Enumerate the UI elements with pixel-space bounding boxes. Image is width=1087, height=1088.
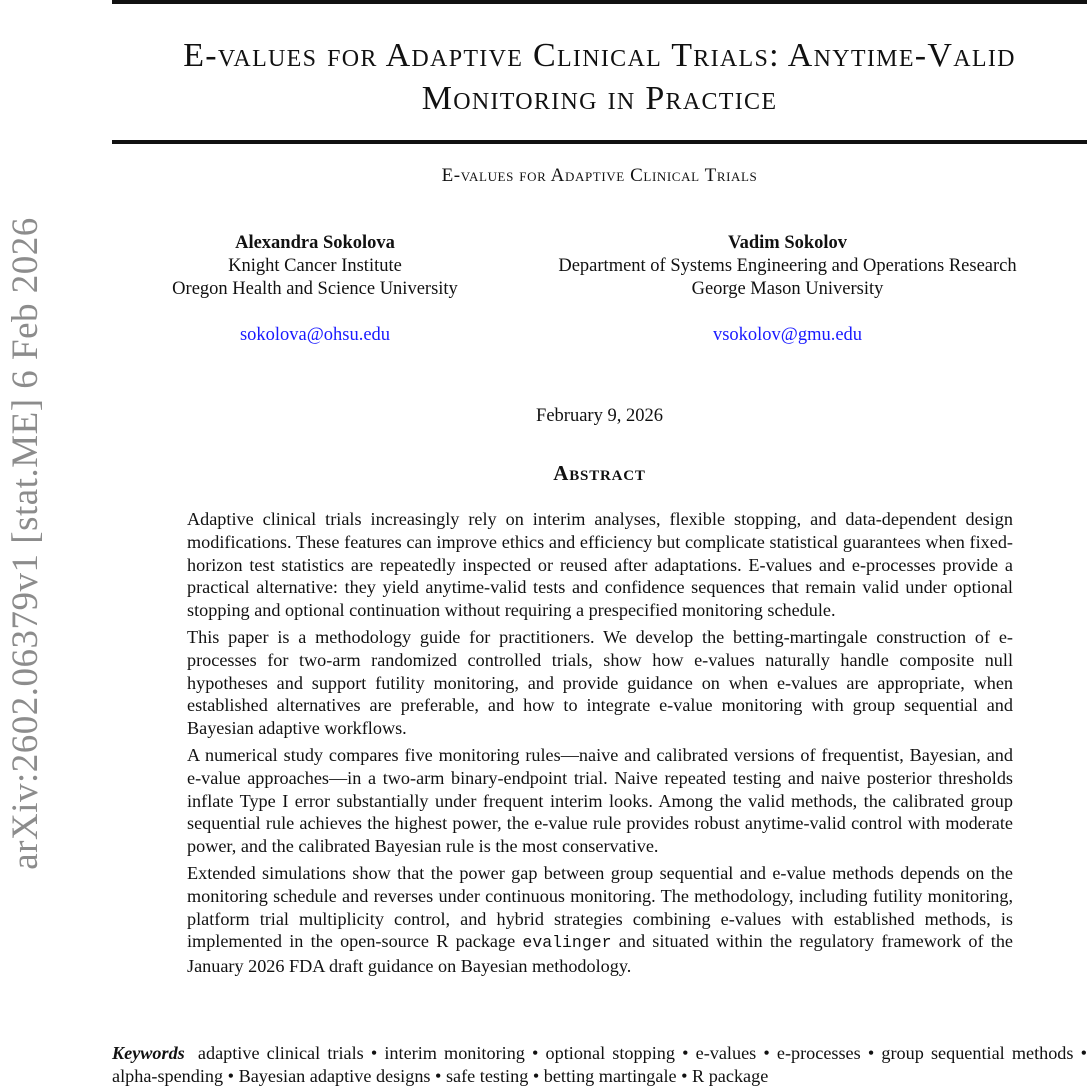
paper-title [112,34,1087,120]
arxiv-sidebar [0,0,50,1087]
abstract-body [187,508,1013,982]
author-affiliation: Knight Cancer Institute [228,256,402,276]
author-email-link[interactable]: sokolova@ohsu.edu [239,325,391,345]
title-line-1: E-values for Adaptive Clinical Trials: Anytime-Valid [183,37,1016,74]
abstract-paragraph: A numerical study compares five monitoring rules—naive and calibrated versions of frequentist, Bayesian, and e-value approaches—in a two-arm binary-endpoint trial. Naive repeated testing and naive posterior thresholds inflate Type I error substantially under frequent interim looks. Among the valid methods, the calibrated group sequential rule achieves the highest power, the e-value rule provides robust anytime-valid control with moderate power, and the calibrated Bayesian rule is the most conservative. [187,744,1013,857]
author-affiliation: Oregon Health and Science University [172,279,458,299]
title-bottom-rule [112,140,1087,144]
abstract-paragraph [187,862,1013,978]
running-head: E-values for Adaptive Clinical Trials [441,165,758,186]
top-rule [112,0,1087,4]
package-name: evalinger [522,933,612,953]
author-affiliation: Department of Systems Engineering and Operations Research [558,256,1017,276]
publication-date: February 9, 2026 [536,406,663,426]
keywords-section [112,1042,1087,1088]
author-affiliation: George Mason University [691,279,884,299]
keywords-label: Keywords [112,1043,185,1063]
abstract-text: Extended simulations show that the power gap between group sequential and e-value methods depends on the monitoring schedule and reverses under continuous monitoring. The methodology, including futility monitoring, platform trial multiplicity control, and hybrid strategies combining e-values with established methods, is implemented in the open-source R package [187,862,1013,952]
author-block-1 [155,232,475,347]
abstract-paragraph: Adaptive clinical trials increasingly rely on interim analyses, flexible stopping, and data-dependent design modifications. These features can improve ethics and efficiency but complicate statistical guarantees when fixed-horizon test statistics are repeatedly inspected or reused after adaptations. E-values and e-processes provide a practical alternative: they yield anytime-valid tests and confidence sequences that remain valid under optional stopping and optional continuation without requiring a prespecified monitoring schedule. [187,509,1013,621]
abstract-paragraph: This paper is a methodology guide for practitioners. We develop the betting-martingale construction of e-processes for two-arm randomized controlled trials, show how e-values naturally handle composite null hypotheses and support futility monitoring, and provide guidance on when e-values are appropriate, when established alternatives are preferable, and how to integrate e-value monitoring with group sequential and Bayesian adaptive workflows. [187,626,1013,739]
keywords-list: adaptive clinical trials • interim monitoring • optional stopping • e-values • e-processes • group sequential methods • alpha-spending • Bayesian adaptive designs • safe testing • betting martingale • R package [112,1043,1087,1086]
abstract-heading: Abstract [553,461,646,485]
title-line-2: Monitoring in Practice [421,80,778,117]
author-block-2 [525,232,1050,347]
arxiv-identifier: arXiv:2602.06379v1 [stat.ME] 6 Feb 2026 [4,217,46,870]
abstract-text: and situated within the regulatory framework of the January 2026 FDA draft guidance on Bayesian methodology. [187,931,1013,977]
author-name: Vadim Sokolov [727,233,848,253]
author-email-link[interactable]: vsokolov@gmu.edu [712,325,863,345]
author-name: Alexandra Sokolova [235,233,395,253]
